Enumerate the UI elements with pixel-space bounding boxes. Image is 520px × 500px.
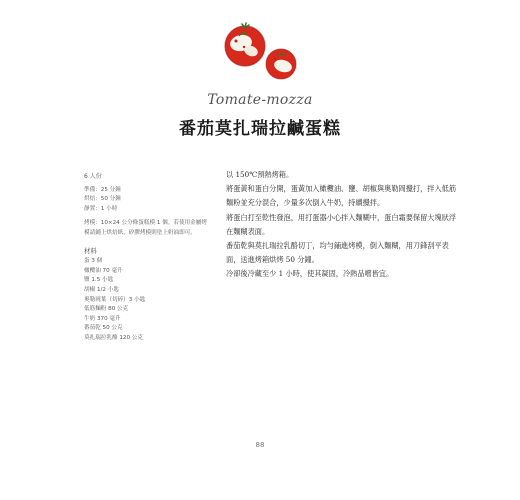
page-number: 88 <box>255 441 265 449</box>
ingredient-item: 鹽 1.5 小匙 <box>84 277 114 284</box>
small-tomato-slice <box>266 49 296 79</box>
mold-note: 烤模：10×24 公分條蛋糕模 1 個。若使用金屬烤模請鋪上烘焙紙，矽膠烤模則塗上奶油即可。 <box>84 220 207 236</box>
instruction-step: 冷卻後冷藏至少 1 小時，使其凝固，冷熱品嚐皆宜。 <box>226 269 394 279</box>
ingredient-item: 牛奶 370 毫升 <box>84 315 121 322</box>
ingredient-item: 奧勒岡葉（切碎）3 小匙 <box>84 296 146 303</box>
instruction-step: 以 150℃預熱烤箱。 <box>226 170 294 179</box>
ingredients-heading: 材料 <box>84 246 97 255</box>
ingredient-item: 胡椒 1/2 小匙 <box>84 286 119 293</box>
servings: 6 人份 <box>84 173 102 180</box>
ingredient-item: 低筋麵粉 80 公克 <box>84 306 129 313</box>
ingredient-item: 橄欖油 70 毫升 <box>84 267 123 274</box>
bake-time: 烘焙：50 分鐘 <box>84 196 121 203</box>
tomato-mozzarella-illustration <box>215 22 305 84</box>
recipe-info-column <box>84 172 212 344</box>
ingredient-item: 莫扎瑞拉乳酪 120 公克 <box>84 334 143 341</box>
instruction-step: 將蛋白打至乾性發泡，用打蛋器小心拌入麵糊中，蛋白霜要保留大塊狀浮在麵糊表面。 <box>226 212 457 236</box>
ingredient-item: 番茄乾 50 公克 <box>84 325 123 332</box>
ingredient-list <box>84 257 212 343</box>
large-tomato-slice <box>225 23 265 66</box>
recipe-subtitle: Tomate-mozza <box>207 92 313 108</box>
rest-time: 靜置：1 小時 <box>84 205 118 212</box>
time-list <box>84 186 212 215</box>
ingredient-item: 蛋 3 個 <box>84 258 103 265</box>
instruction-step: 將蛋黃和蛋白分開，蛋黃加入橄欖油、鹽、胡椒與奧勒岡攪打，拌入低筋麵粉並充分混合，少量多次倒入牛奶，持續攪拌。 <box>226 184 457 208</box>
recipe-title: 番茄莫扎瑞拉鹹蛋糕 <box>179 119 341 139</box>
prep-time: 準備：25 分鐘 <box>84 186 121 193</box>
instruction-step: 番茄乾與莫扎瑞拉乳酪切丁，均勻鋪進烤模，倒入麵糊，用刀鋒刮平表面，送進烤箱烘烤 50 分鐘。 <box>226 241 449 265</box>
instructions-column <box>226 168 456 282</box>
